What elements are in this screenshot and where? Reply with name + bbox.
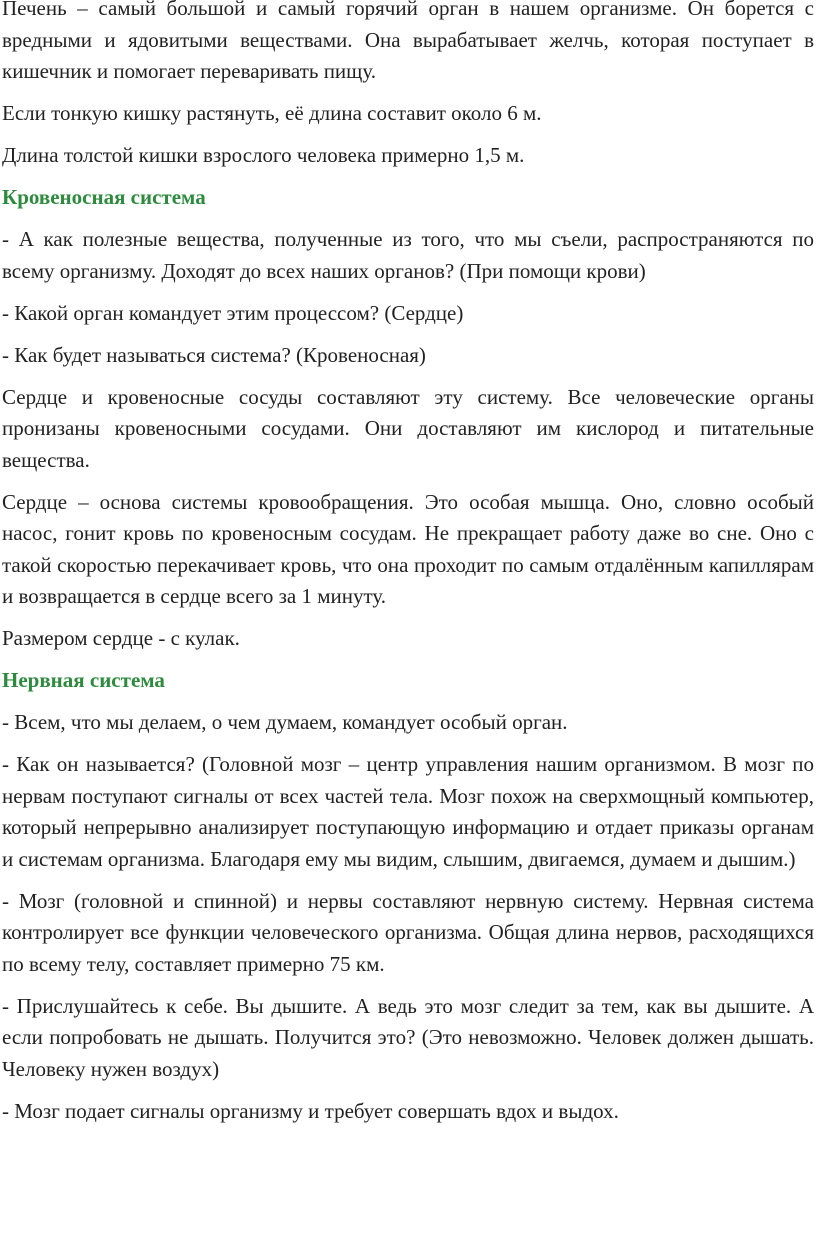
paragraph-organ-question: - Какой орган командует этим процессом? (Сердце): [2, 300, 464, 325]
heading-nervous-system: Нервная система: [2, 668, 165, 692]
paragraph-nutrients-question: - А как полезные вещества, полученные из того, что мы съели, распространяются по всему организму. Доходят до всех наших органов? (При помощи крови): [2, 227, 814, 283]
paragraph-system-name-question: - Как будет называться система? (Кровеносная): [2, 342, 426, 367]
paragraph-large-intestine: Длина толстой кишки взрослого человека примерно 1,5 м.: [2, 143, 525, 167]
paragraph-heart-pump: Сердце – основа системы кровообращения. Это особая мышца. Оно, словно особый насос, гонит кровь по кровеносным сосудам. Не прекращает работу даже во сне. Оно с такой скоростью перекачивает кровь, что она проходит по самым отдалённым капиллярам и возвращается в сердце всего за 1 минуту.: [2, 489, 814, 608]
paragraph-breath-signals: - Мозг подает сигналы организму и требует совершать вдох и выдох.: [2, 1098, 619, 1123]
paragraph-breathing: - Прислушайтесь к себе. Вы дышите. А ведь это мозг следит за тем, как вы дышите. А если попробовать не дышать. Получится это? (Это невозможно. Человек должен дышать. Человеку нужен воздух): [2, 993, 814, 1081]
paragraph-heart-vessels: Сердце и кровеносные сосуды составляют эту систему. Все человеческие органы пронизаны кровеносными сосудами. Они доставляют им кислород и питательные вещества.: [2, 384, 814, 472]
heading-circulatory-system: Кровеносная система: [2, 185, 206, 209]
paragraph-nervous-system: - Мозг (головной и спинной) и нервы составляют нервную систему. Нервная система контролирует все функции человеческого организма. Общая длина нервов, расходящихся по всему телу, составляет примерно 75 км.: [2, 888, 814, 976]
paragraph-brain: - Как он называется? (Головной мозг – центр управления нашим организмом. В мозг по нервам поступают сигналы от всех частей тела. Мозг похож на сверхмощный компьютер, который непрерывно анализирует поступающую информацию и отдает приказы органам и системам организма. Благодаря ему мы видим, слышим, двигаемся, думаем и дышим.): [2, 752, 814, 871]
paragraph-heart-size: Размером сердце - с кулак.: [2, 626, 240, 650]
paragraph-small-intestine: Если тонкую кишку растянуть, её длина составит около 6 м.: [2, 101, 542, 125]
paragraph-liver: Печень – самый большой и самый горячий орган в нашем организме. Он борется с вредными и ядовитыми веществами. Она вырабатывает желчь, которая поступает в кишечник и помогает переваривать пищу.: [2, 0, 814, 83]
paragraph-special-organ: - Всем, что мы делаем, о чем думаем, командует особый орган.: [2, 710, 568, 734]
